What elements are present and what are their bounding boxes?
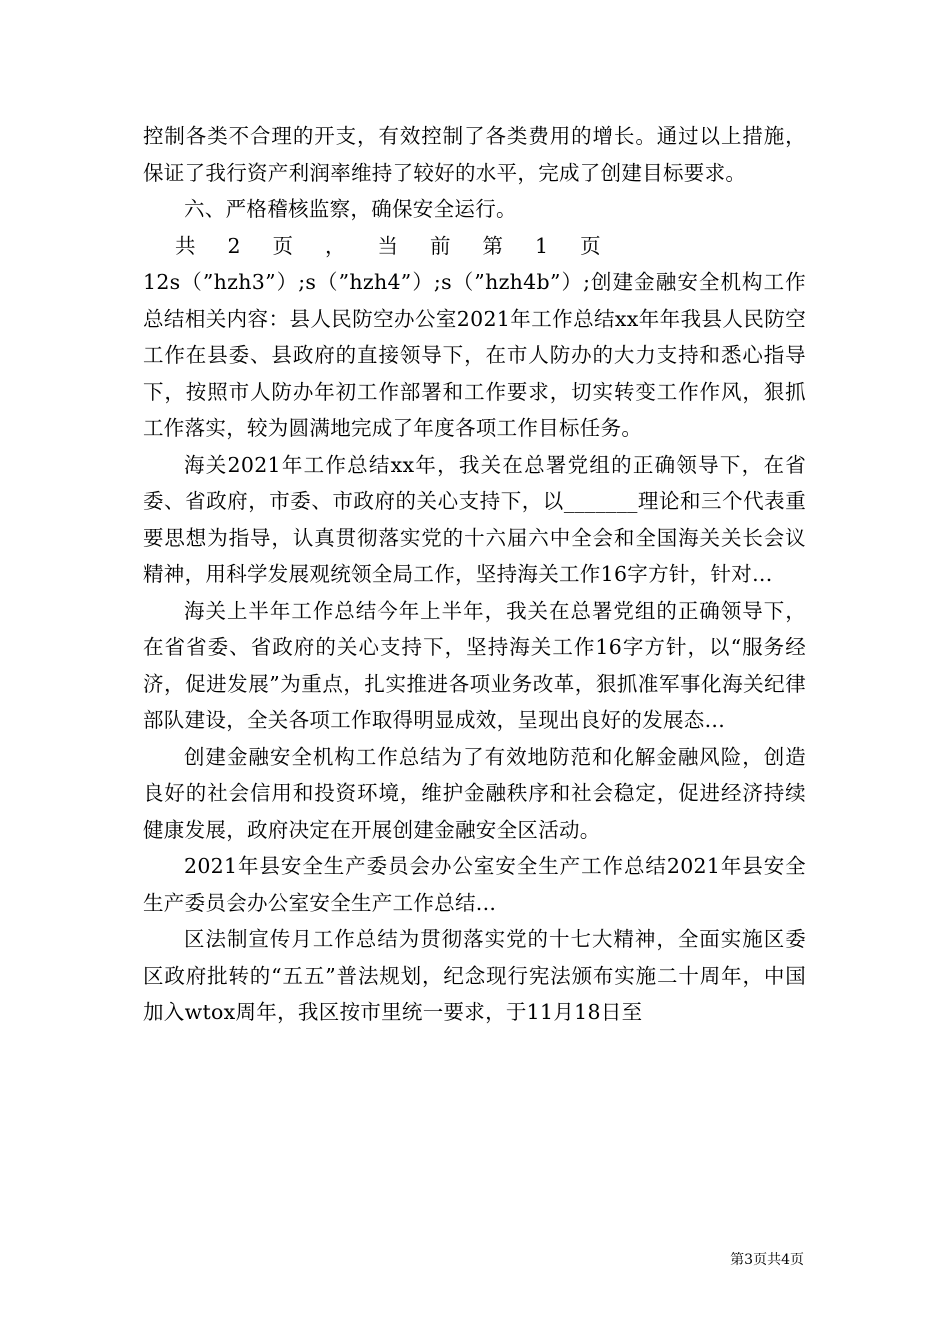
paragraph-8: 区法制宣传月工作总结为贯彻落实党的十七大精神，全面实施区委区政府批转的“五五”普法规划，纪念现行宪法颁布实施二十周年，中国加入wtox周年，我区按市里统一要求，于11月18日至: [143, 927, 806, 1024]
page-indicator-ye-2: 页: [580, 233, 601, 258]
page-indicator-current: 1: [535, 233, 549, 258]
page-footer: 第3页共4页: [730, 1252, 804, 1268]
paragraph-1: 控制各类不合理的开支，有效控制了各类费用的增长。通过以上措施，保证了我行资产利润率维持了较好的水平，完成了创建目标要求。: [143, 124, 806, 185]
page-indicator-ye: 页: [272, 233, 294, 258]
page-indicator-di: 第: [482, 233, 504, 258]
page-indicator-total: 2: [227, 233, 241, 258]
paragraph-2-heading: 六、严格稽核监察，确保安全运行。: [184, 197, 517, 221]
page-indicator-qian: 前: [430, 233, 451, 258]
paragraph-3: 12s（”hzh3”）;s（”hzh4”）;s（”hzh4b”）;创建金融安全机构工作总结相关内容：县人民防空办公室2021年工作总结xx年年我县人民防空工作在县委、县政府的直接领导下，在市人防办的大力支持和悉心指导下，按照市人防办年初工作部署和工作要求，切实转变工作作风，狠抓工作落实，较为圆满地完成了年度各项工作目标任务。: [143, 270, 806, 440]
paragraph-4: 海关2021年工作总结xx年，我关在总署党组的正确领导下，在省委、省政府，市委、市政府的关心支持下，以_______理论和三个代表重要思想为指导，认真贯彻落实党的十六届六中全会和全国海关关长会议精神，用科学发展观统领全局工作，坚持海关工作16字方针，针对...: [143, 452, 806, 586]
document-body: [143, 118, 806, 1031]
page-indicator-comma: ，: [325, 233, 346, 258]
paragraph-5: 海关上半年工作总结今年上半年，我关在总署党组的正确领导下，在省省委、省政府的关心支持下，坚持海关工作16字方针，以“服务经济，促进发展”为重点，扎实推进各项业务改革，狠抓准军事化海关纪律部队建设，全关各项工作取得明显成效，呈现出良好的发展态...: [143, 598, 806, 732]
paragraph-6: 创建金融安全机构工作总结为了有效地防范和化解金融风险，创造良好的社会信用和投资环境，维护金融秩序和社会稳定，促进经济持续健康发展，政府决定在开展创建金融安全区活动。: [143, 744, 806, 842]
paragraph-7: 2021年县安全生产委员会办公室安全生产工作总结2021年县安全生产委员会办公室安全生产工作总结...: [143, 854, 806, 915]
page-indicator-gong: 共: [175, 233, 196, 258]
page-indicator-line: [143, 228, 806, 265]
page-indicator-dang: 当: [377, 233, 399, 258]
